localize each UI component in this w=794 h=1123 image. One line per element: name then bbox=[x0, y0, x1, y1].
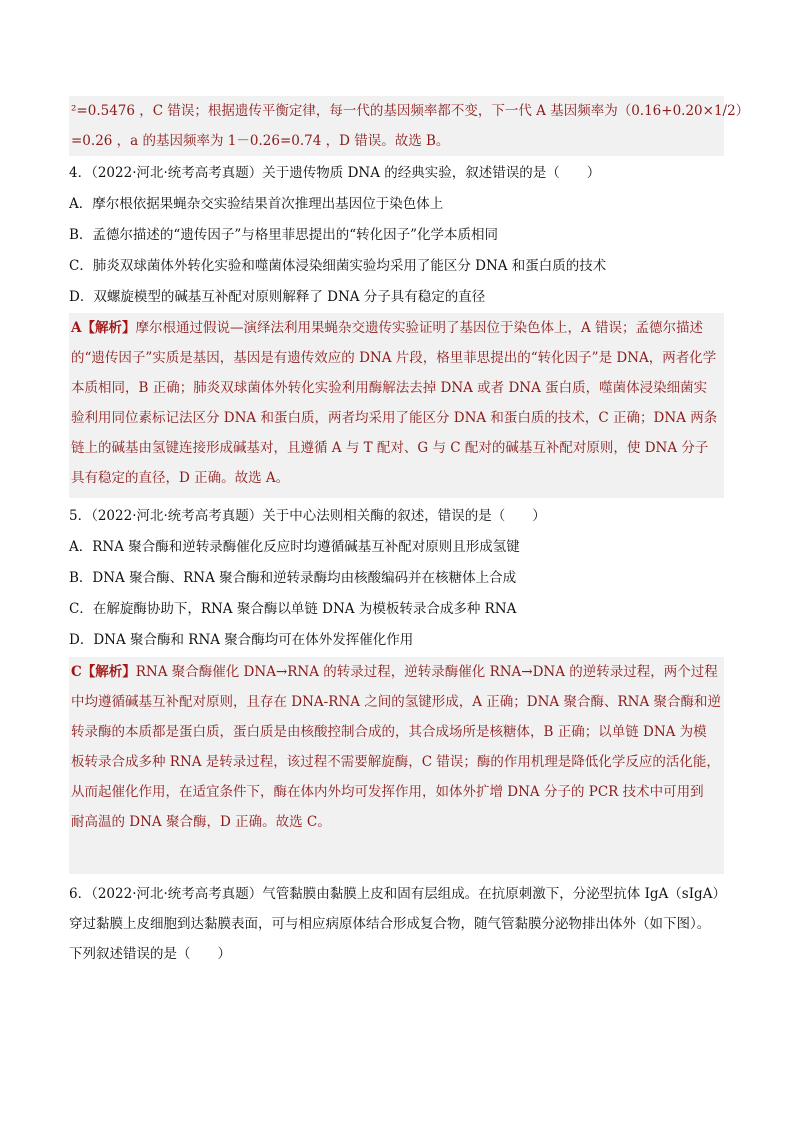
analysis-line: 链上的碱基由氢键连接形成碱基对，且遵循 A 与 T 配对、G 与 C 配对的碱基互补配对原则，使 DNA 分子 bbox=[71, 440, 709, 456]
question-4-option-b: B．孟德尔描述的“遗传因子”与格里菲思提出的“转化因子”化学本质相同 bbox=[69, 227, 499, 243]
question-4-stem: 4．（2022·河北·统考高考真题）关于遗传物质 DNA 的经典实验，叙述错误的是（ ） bbox=[69, 165, 601, 181]
question-6-line: 6．（2022·河北·统考高考真题）气管黏膜由黏膜上皮和固有层组成。在抗原刺激下，分泌型抗体 IgA（sIgA） bbox=[69, 886, 726, 902]
analysis-line: 板转录合成多种 RNA 是转录过程，该过程不需要解旋酶，C 错误；酶的作用机理是降低化学反应的活化能， bbox=[71, 754, 720, 770]
analysis-line: 具有稳定的直径，D 正确。故选 A。 bbox=[71, 470, 290, 486]
question-6-line: 下列叙述错误的是（ ） bbox=[69, 946, 231, 962]
question-5-option-c: C．在解旋酶协助下，RNA 聚合酶以单链 DNA 为模板转录合成多种 RNA bbox=[69, 601, 517, 617]
question-4-option-a: A．摩尔根依据果蝇杂交实验结果首次推理出基因位于染色体上 bbox=[69, 196, 444, 212]
analysis-line: 本质相同，B 正确；肺炎双球菌体外转化实验利用酶解法去掉 DNA 或者 DNA 蛋白质，噬菌体浸染细菌实 bbox=[71, 380, 708, 396]
analysis-line: 从而起催化作用，在适宜条件下，酶在体内外均可发挥作用，如体外扩增 DNA 分子的 PCR 技术中可用到 bbox=[71, 784, 704, 800]
analysis-line: 的“遗传因子”实质是基因，基因是有遗传效应的 DNA 片段，格里菲思提出的“转化因子”是 DNA，两者化学 bbox=[71, 350, 717, 366]
analysis-line: 耐高温的 DNA 聚合酶，D 正确。故选 C。 bbox=[71, 814, 331, 830]
analysis-line: ²=0.5476 ，C 错误；根据遗传平衡定律，每一代的基因频率都不变，下一代 A 基因频率为（0.16+0.20×1/2） bbox=[71, 103, 750, 119]
analysis-line: C【解析】RNA 聚合酶催化 DNA→RNA 的转录过程，逆转录酶催化 RNA→DNA 的逆转录过程，两个过程 bbox=[71, 664, 718, 680]
question-4-analysis bbox=[69, 313, 724, 498]
analysis-line: A【解析】摩尔根通过假说—演绎法利用果蝇杂交遗传实验证明了基因位于染色体上，A 错误；孟德尔描述 bbox=[71, 320, 704, 336]
question-4-option-c: C．肺炎双球菌体外转化实验和噬菌体浸染细菌实验均采用了能区分 DNA 和蛋白质的技术 bbox=[69, 258, 607, 274]
question-5-option-a: A．RNA 聚合酶和逆转录酶催化反应时均遵循碱基互补配对原则且形成氢键 bbox=[69, 539, 520, 555]
question-6-line: 穿过黏膜上皮细胞到达黏膜表面，可与相应病原体结合形成复合物，随气管黏膜分泌物排出体外（如下图）。 bbox=[69, 916, 711, 932]
analysis-line: 中均遵循碱基互补配对原则，且存在 DNA-RNA 之间的氢键形成，A 正确；DNA 聚合酶、RNA 聚合酶和逆 bbox=[71, 694, 721, 710]
question-5-stem: 5．（2022·河北·统考高考真题）关于中心法则相关酶的叙述，错误的是（ ） bbox=[69, 508, 546, 524]
analysis-line: 验利用同位素标记法区分 DNA 和蛋白质，两者均采用了能区分 DNA 和蛋白质的技术，C 正确；DNA 两条 bbox=[71, 410, 718, 426]
previous-analysis-block bbox=[69, 96, 750, 156]
answer-tag: A【解析】 bbox=[71, 320, 136, 336]
question-5-option-d: D．DNA 聚合酶和 RNA 聚合酶均可在体外发挥催化作用 bbox=[69, 632, 414, 648]
question-5-analysis bbox=[69, 657, 724, 874]
analysis-line: 转录酶的本质都是蛋白质，蛋白质是由核酸控制合成的，其合成场所是核糖体，B 正确；以单链 DNA 为模 bbox=[71, 724, 707, 740]
analysis-line: =0.26 ，a 的基因频率为 1－0.26=0.74 ，D 错误。故选 B。 bbox=[71, 133, 450, 149]
question-5-option-b: B．DNA 聚合酶、RNA 聚合酶和逆转录酶均由核酸编码并在核糖体上合成 bbox=[69, 570, 517, 586]
question-4-option-d: D．双螺旋模型的碱基互补配对原则解释了 DNA 分子具有稳定的直径 bbox=[69, 289, 486, 305]
answer-tag: C【解析】 bbox=[71, 664, 136, 680]
